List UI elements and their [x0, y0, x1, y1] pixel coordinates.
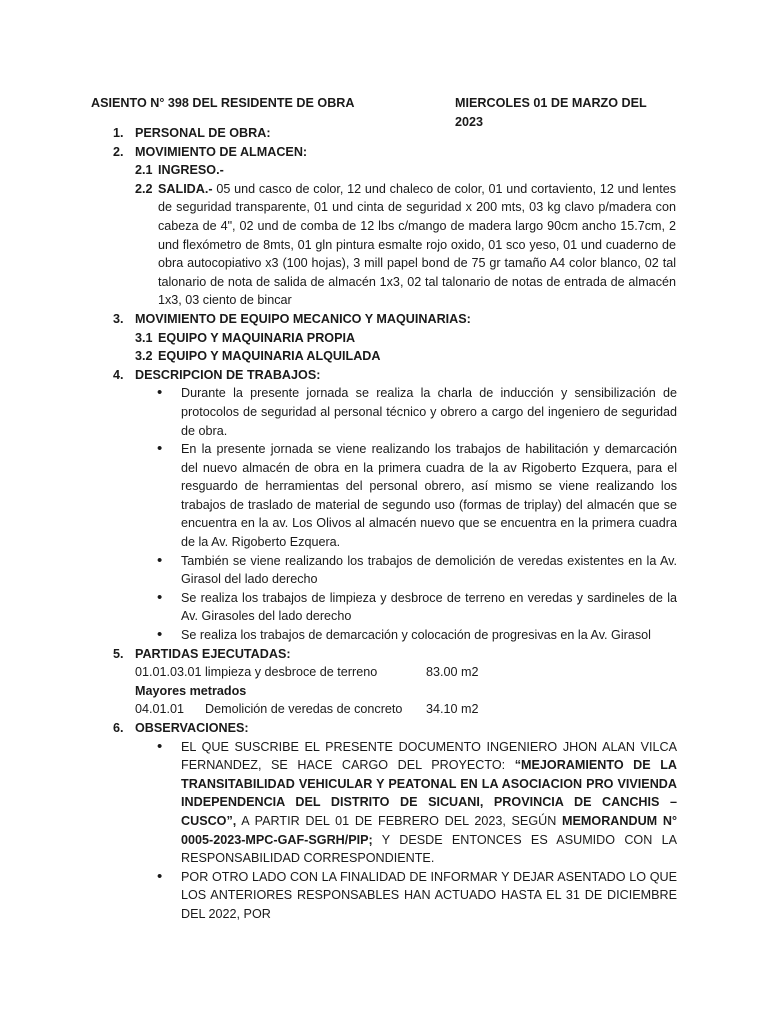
bullet-icon: •	[157, 440, 163, 458]
subsection-title: EQUIPO Y MAQUINARIA ALQUILADA	[158, 349, 381, 364]
section-title: OBSERVACIONES:	[135, 721, 249, 735]
list-item	[157, 867, 677, 924]
list-item	[157, 440, 677, 552]
partida-description: limpieza y desbroce de terreno	[205, 665, 378, 680]
list-item	[157, 384, 677, 440]
bullet-icon: •	[157, 626, 163, 644]
subsection-number: 3.1	[135, 330, 153, 345]
salida-items: 05 und casco de color, 12 und chaleco de color, 01 und cortaviento, 12 und lentes de seguridad transparente, 01 und cinta de seguridad x 200 mts, 03 kg clavo p/madera con cabeza de 4", 02 und de comba de 12 lbs c/mango de madera largo 90cm ancho 15.7cm, 2 und flexómetro de 8mts, 01 gln pintura esmalte rojo oxido, 01 sco yeso, 01 und cuaderno de obra autocopiativo x3 (100 hojas), 3 mill papel bond de 75 gr tamaño A4 color blanco, 02 tal talonario de nota de salida de almacén 1x3, 02 tal talonario de notas de entrada de almacén 1x3, 03 ciento de bincar	[158, 181, 676, 308]
mayores-metrados-heading	[135, 682, 768, 701]
section-partidas	[0, 645, 768, 664]
partida-description: Demolición de veredas de concreto	[205, 702, 403, 717]
observation-date: A PARTIR DEL 01 DE FEBRERO DEL 2023, SEGÚN	[236, 813, 563, 828]
observation-text	[181, 740, 677, 866]
section-number: 4.	[113, 367, 124, 382]
bullet-text: En la presente jornada se viene realizando los trabajos de habilitación y demarcación del nuevo almacén de obra en la primera cuadra de la av Rigoberto Ezquera, para el resguardo de herramientas del personal obrero, así mismo se viene realizando los trabajos de traslado de material de segundo uso (formas de triplay) del almacén que se encuentra en la av. Los Olivos al almacén nuevo que se encuentra en la primera cuadra de la Av. Rigoberto Ezquera.	[181, 442, 677, 550]
observation-intro: EL QUE SUSCRIBE EL PRESENTE DOCUMENTO INGENIERO JHON ALAN VILCA FERNANDEZ, SE HACE CARGO DEL PROYECTO:	[181, 739, 677, 773]
entry-title: ASIENTO N° 398 DEL RESIDENTE DE OBRA	[91, 96, 355, 110]
list-item	[157, 551, 677, 589]
subsection-number: 3.2	[135, 349, 153, 364]
subsection-number: 2.1	[135, 163, 153, 178]
memorandum-reference: MEMORANDUM N° 0005-2023-MPC-GAF-SGRH/PIP;	[181, 813, 678, 847]
bullet-text: También se viene realizando los trabajos de demolición de veredas existentes en la Av. Girasol del lado derecho	[181, 553, 677, 587]
section-number: 6.	[113, 721, 124, 735]
section-equipo	[0, 310, 768, 329]
bullet-text: Durante la presente jornada se realiza la charla de inducción y sensibilización de protocolos de seguridad al personal técnico y obrero a cargo del ingeniero de seguridad de obra.	[181, 386, 677, 438]
section-almacen	[0, 143, 768, 162]
section-number: 1.	[113, 126, 124, 140]
list-item	[157, 626, 677, 645]
subsection-number: 2.2	[135, 181, 153, 196]
section-trabajos	[0, 366, 768, 385]
subsection-title: SALIDA.-	[158, 181, 213, 196]
table-row	[135, 663, 768, 682]
partida-quantity: 34.10 m2	[426, 702, 479, 717]
bullet-text: Se realiza los trabajos de demarcación y colocación de progresivas en la Av. Girasol	[181, 628, 651, 643]
partida-code: 04.01.01	[135, 702, 185, 717]
partida-quantity: 83.00 m2	[426, 665, 479, 680]
section-title: MOVIMIENTO DE EQUIPO MECANICO Y MAQUINARIAS:	[135, 311, 471, 326]
document-header	[91, 94, 677, 129]
bullet-icon: •	[157, 588, 163, 606]
observation-text: POR OTRO LADO CON LA FINALIDAD DE INFORMAR Y DEJAR ASENTADO LO QUE LOS ANTERIORES RESPONSABLES HAN ACTUADO HASTA EL 31 DE DICIEMBRE DEL 2022, POR	[181, 869, 677, 921]
observation-closing: Y DESDE ENTONCES ES ASUMIDO CON LA RESPONSABILIDAD CORRESPONDIENTE.	[181, 832, 677, 866]
bullet-icon: •	[157, 737, 163, 755]
partida-code: 01.01.03.01	[135, 665, 202, 680]
subsection-salida	[135, 180, 768, 310]
subsection-equipo-alquilado	[135, 347, 768, 366]
subheading: Mayores metrados	[135, 683, 247, 698]
section-number: 5.	[113, 646, 124, 661]
list-item	[157, 737, 678, 868]
section-title: PERSONAL DE OBRA:	[135, 126, 271, 140]
bullet-icon: •	[157, 867, 163, 885]
bullet-text: Se realiza los trabajos de limpieza y desbroce de terreno en veredas y sardineles de la Av. Girasoles del lado derecho	[181, 590, 677, 624]
section-personal	[0, 124, 768, 143]
section-number: 2.	[113, 144, 124, 159]
subsection-title: INGRESO.-	[158, 163, 224, 178]
document-body	[0, 124, 768, 924]
section-title: MOVIMIENTO DE ALMACEN:	[135, 144, 308, 159]
subsection-ingreso	[135, 161, 768, 180]
section-number: 3.	[113, 311, 124, 326]
bullet-icon: •	[157, 551, 163, 569]
section-observaciones	[0, 719, 768, 738]
table-row	[135, 700, 768, 719]
subsection-title: EQUIPO Y MAQUINARIA PROPIA	[158, 330, 356, 345]
subsection-equipo-propio	[135, 329, 768, 348]
project-name: “MEJORAMIENTO DE LA TRANSITABILIDAD VEHICULAR Y PEATONAL EN LA ASOCIACION PRO VIVIENDA INDEPENDENCIA DEL DISTRITO DE SICUANI, PROVINCIA DE CANCHIS – CUSCO”,	[181, 758, 678, 828]
bullet-icon: •	[157, 384, 163, 402]
list-item	[157, 588, 677, 626]
entry-date: MIERCOLES 01 DE MARZO DEL 2023	[455, 96, 647, 129]
section-title: PARTIDAS EJECUTADAS:	[135, 646, 291, 661]
salida-paragraph	[158, 180, 676, 310]
section-title: DESCRIPCION DE TRABAJOS:	[135, 367, 321, 382]
